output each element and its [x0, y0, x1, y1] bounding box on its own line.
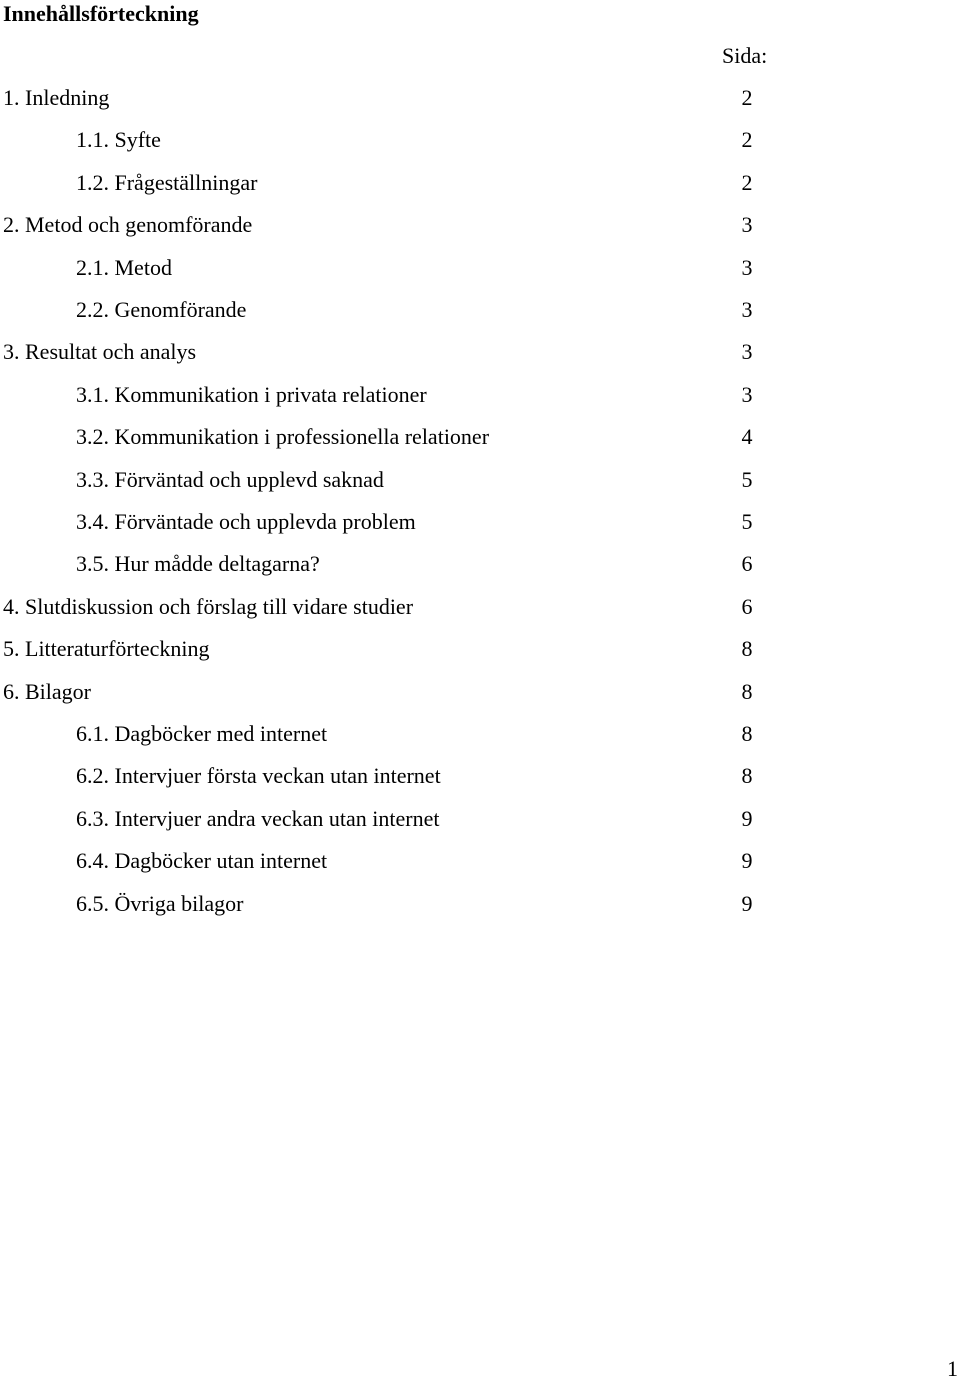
toc-entry-label	[76, 720, 327, 748]
toc-entry[interactable]	[0, 381, 960, 409]
toc-entry-label	[3, 593, 413, 621]
toc-entry[interactable]	[0, 593, 960, 621]
toc-entry-number: 6.1.	[76, 721, 109, 746]
toc-entry-title: Förväntade och upplevda problem	[114, 509, 416, 534]
toc-entry-number: 3.	[3, 339, 20, 365]
toc-entry-number: 2.2.	[76, 297, 109, 322]
toc-entry-title: Förväntad och upplevd saknad	[114, 466, 384, 492]
toc-entry-page-number: 3	[741, 212, 753, 238]
toc-entry-page-number: 8	[741, 763, 753, 789]
toc-entry[interactable]	[0, 890, 960, 918]
toc-heading: Innehållsförteckning	[3, 1, 199, 26]
toc-entry[interactable]	[0, 338, 960, 366]
footer-page-number: 1	[947, 1356, 958, 1381]
toc-entry-title: Resultat och analys	[25, 339, 197, 365]
toc-entry-title: Bilagor	[25, 678, 91, 704]
toc-entry-page-number: 6	[741, 551, 753, 577]
toc-entry-page-number: 3	[741, 339, 753, 365]
toc-entry-label	[76, 508, 416, 536]
toc-entry-page-number: 9	[741, 848, 753, 874]
toc-entry-number: 3.3.	[76, 466, 109, 492]
toc-entry[interactable]	[0, 254, 960, 282]
toc-entry-number: 1.1.	[76, 127, 109, 153]
toc-entry-title: Intervjuer första veckan utan internet	[114, 763, 441, 789]
toc-entry-label	[3, 338, 196, 366]
toc-entry[interactable]	[0, 466, 960, 494]
toc-entry-title: Genomförande	[114, 297, 247, 322]
toc-entry[interactable]	[0, 84, 960, 112]
toc-entry-label	[3, 678, 91, 706]
page-column-label: Sida:	[722, 43, 768, 68]
toc-entry-page-number: 8	[741, 636, 753, 662]
toc-entry-title: Hur mådde deltagarna?	[114, 551, 320, 577]
toc-entry-number: 5.	[3, 636, 20, 662]
toc-entry-page-number: 8	[741, 721, 753, 746]
toc-entry-title: Inledning	[25, 85, 110, 110]
toc-entry-label	[76, 381, 427, 409]
toc-entry-label	[76, 296, 246, 324]
toc-entry[interactable]	[0, 678, 960, 706]
toc-entry-label	[76, 254, 172, 282]
toc-entry[interactable]	[0, 211, 960, 239]
toc-entry[interactable]	[0, 423, 960, 451]
toc-entry[interactable]	[0, 635, 960, 663]
toc-entry-title: Kommunikation i privata relationer	[114, 381, 427, 407]
toc-entry-number: 6.5.	[76, 890, 109, 916]
toc-entry-title: Litteraturförteckning	[25, 636, 210, 662]
toc-entry-label	[76, 423, 489, 451]
toc-entry-page-number: 5	[741, 509, 753, 534]
toc-entry-page-number: 3	[741, 297, 753, 322]
toc-entry-label	[76, 890, 243, 918]
toc-entry-number: 1.2.	[76, 169, 109, 195]
toc-entry-page-number: 9	[741, 890, 753, 916]
toc-entry-page-number: 5	[741, 466, 753, 492]
toc-entry-number: 6.2.	[76, 763, 109, 789]
toc-entry-page-number: 8	[741, 678, 753, 704]
toc-entry-page-number: 6	[741, 593, 753, 619]
toc-entry[interactable]	[0, 847, 960, 875]
toc-entry-page-number: 2	[741, 127, 753, 153]
toc-entry-number: 6.4.	[76, 848, 109, 874]
toc-entry-number: 3.5.	[76, 551, 109, 577]
toc-entry-title: Frågeställningar	[114, 169, 258, 195]
toc-entry-title: Syfte	[114, 127, 161, 153]
toc-entry-page-number: 9	[741, 805, 753, 831]
toc-entry-label	[3, 635, 209, 663]
toc-entry-number: 6.	[3, 678, 20, 704]
toc-entry-title: Metod och genomförande	[25, 212, 253, 238]
toc-entry-label	[76, 126, 161, 154]
toc-entry-title: Övriga bilagor	[114, 890, 244, 916]
toc-entry[interactable]	[0, 508, 960, 536]
toc-entry-number: 1.	[3, 85, 20, 110]
toc-entry-label	[3, 84, 109, 112]
toc-entry-title: Intervjuer andra veckan utan internet	[114, 805, 440, 831]
toc-entry[interactable]	[0, 550, 960, 578]
toc-entry-number: 3.2.	[76, 424, 109, 450]
toc-entry-label	[76, 169, 257, 197]
toc-entry-number: 2.1.	[76, 254, 109, 280]
toc-entry-number: 6.3.	[76, 805, 109, 831]
toc-entry-label	[76, 805, 439, 833]
toc-entry-label	[3, 211, 252, 239]
toc-entry-label	[76, 466, 384, 494]
toc-entry-page-number: 2	[741, 85, 753, 110]
toc-entry-label	[76, 762, 441, 790]
toc-entry[interactable]	[0, 805, 960, 833]
toc-entry-title: Slutdiskussion och förslag till vidare studier	[25, 593, 414, 619]
toc-entry-title: Kommunikation i professionella relationer	[114, 424, 490, 450]
toc-entry[interactable]	[0, 720, 960, 748]
toc-entry[interactable]	[0, 126, 960, 154]
toc-entry-title: Dagböcker med internet	[114, 721, 328, 746]
toc-entry-title: Dagböcker utan internet	[114, 848, 328, 874]
toc-entry-number: 2.	[3, 212, 20, 238]
toc-entry-number: 4.	[3, 593, 20, 619]
toc-entry-label	[76, 847, 327, 875]
toc-entry-number: 3.1.	[76, 381, 109, 407]
toc-entry[interactable]	[0, 762, 960, 790]
toc-entry[interactable]	[0, 296, 960, 324]
toc-entry-page-number: 3	[741, 381, 753, 407]
toc-entry-page-number: 4	[741, 424, 753, 450]
toc-entry-title: Metod	[114, 254, 172, 280]
toc-entry-page-number: 2	[741, 169, 753, 195]
toc-entry-number: 3.4.	[76, 509, 109, 534]
toc-entry-label	[76, 550, 320, 578]
toc-entry[interactable]	[0, 169, 960, 197]
toc-entry-page-number: 3	[741, 254, 753, 280]
